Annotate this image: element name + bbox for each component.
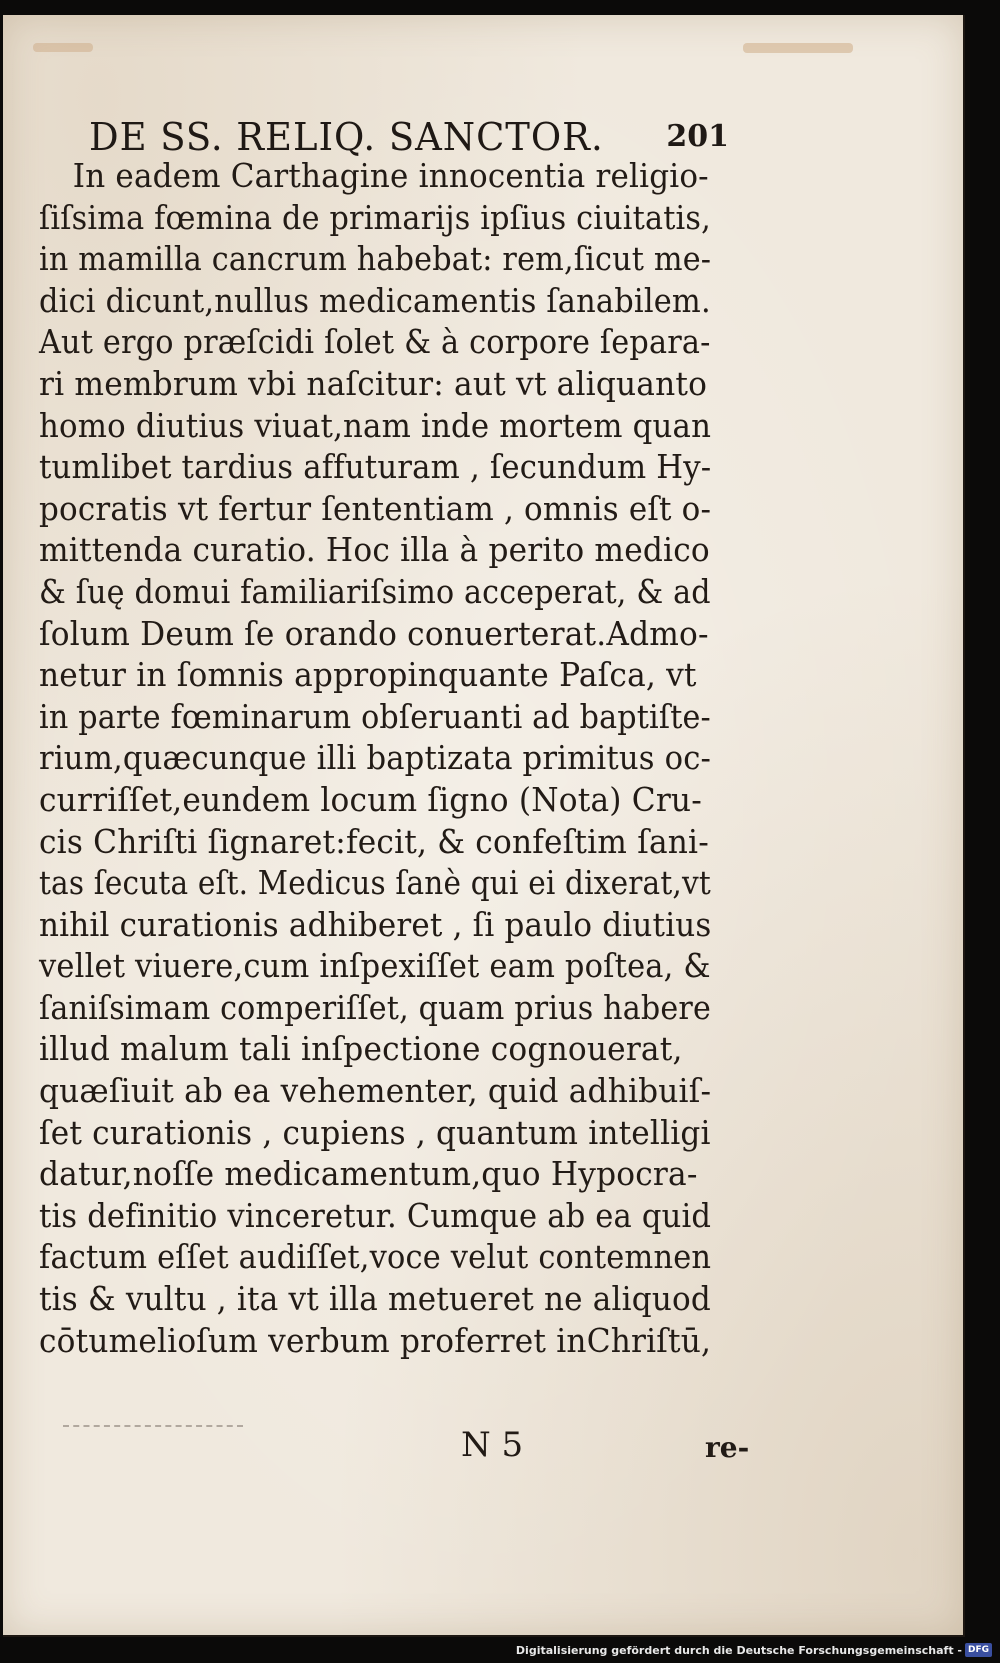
text-line: ſiſsima fœmina de primarijs ipſius ciuitatis, — [39, 197, 711, 237]
text-line: rium,quæcunque illi baptizata primitus oc- — [39, 738, 712, 778]
body-text — [39, 155, 749, 1361]
text-line: tumlibet tardius affuturam , ſecundum Hy- — [39, 447, 712, 487]
book-page — [3, 15, 965, 1637]
dfg-logo-icon: DFG — [965, 1643, 992, 1657]
text-line: nihil curationis adhiberet , ſi paulo diutius — [39, 904, 712, 944]
text-line: ſaniſsimam comperiſſet, quam prius habere — [39, 987, 711, 1027]
paper-stain — [33, 43, 93, 52]
text-line: ri membrum vbi naſcitur: aut vt aliquanto — [39, 363, 708, 403]
running-head: DE SS. RELIQ. SANCTOR. — [89, 115, 604, 159]
text-line: & ſuę domui familiariſsimo acceperat, & ad — [39, 571, 711, 611]
text-line: Aut ergo præſcidi ſolet & à corpore ſepara- — [39, 322, 711, 362]
text-line: quæſiuit ab ea vehementer, quid adhibuiſ- — [39, 1071, 712, 1111]
text-line: cōtumelioſum verbum proferret inChriſtū, — [39, 1320, 712, 1360]
digitization-credit — [516, 1643, 992, 1657]
text-line: mittenda curatio. Hoc illa à perito medico — [39, 530, 710, 570]
text-line: tis definitio vinceretur. Cumque ab ea quid — [39, 1195, 712, 1235]
text-line: ſolum Deum ſe orando conuerterat.Admo- — [39, 613, 709, 653]
text-line: tis & vultu , ita vt illa metueret ne aliquod — [39, 1279, 711, 1319]
text-line: homo diutius viuat,nam inde mortem quan — [39, 405, 712, 445]
text-line: datur,noſſe medicamentum,quo Hypocra- — [39, 1154, 698, 1194]
text-line: tas ſecuta eſt. Medicus ſanè qui ei dixerat,vt — [39, 863, 711, 903]
credit-text: Digitalisierung gefördert durch die Deutsche Forschungsgemeinschaft - — [515, 1643, 962, 1657]
text-line: netur in ſomnis appropinquante Paſca, vt — [39, 655, 697, 695]
text-line: In eadem Carthagine innocentia religio- — [72, 156, 709, 195]
text-line: in mamilla cancrum habebat: rem,ſicut me- — [39, 239, 712, 279]
text-line: pocratis vt fertur ſententiam , omnis eſt o- — [39, 488, 712, 528]
text-line: cis Chriſti ſignaret:fecit, & confeſtim ſani- — [39, 821, 709, 861]
page-footer — [3, 1425, 763, 1475]
text-line: factum eſſet audiſſet,voce velut contemnen — [39, 1237, 712, 1277]
signature-mark: N 5 — [461, 1425, 524, 1465]
text-line: dici dicunt,nullus medicamentis ſanabilem. — [39, 280, 711, 320]
text-line: vellet viuere,cum inſpexiſſet eam poſtea, & — [39, 946, 711, 986]
catchword: re- — [705, 1431, 750, 1464]
text-line: ſet curationis , cupiens , quantum intelligi — [39, 1112, 711, 1152]
text-line: illud malum tali inſpectione cognouerat, — [39, 1029, 683, 1069]
page-number: 201 — [666, 119, 729, 154]
paper-stain — [743, 43, 853, 53]
text-line: in parte fœminarum obſeruanti ad baptiſte- — [39, 696, 711, 736]
text-line: curriſſet,eundem locum ſigno (Nota) Cru- — [39, 779, 702, 819]
